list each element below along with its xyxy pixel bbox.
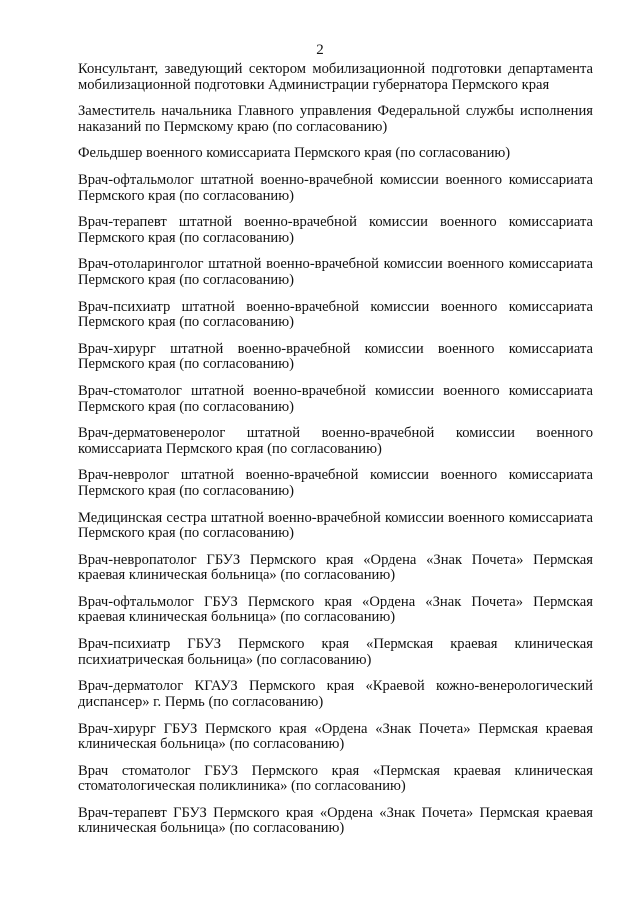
list-item: Врач-стоматолог штатной военно-врачебной комиссии военного комиссариата Пермского края (по согласованию) bbox=[78, 383, 593, 415]
list-item: Врач-терапевт ГБУЗ Пермского края «Ордена «Знак Почета» Пермская краевая клиническая больница» (по согласованию) bbox=[78, 804, 593, 837]
page-number: 2 bbox=[316, 42, 324, 58]
list-item: Врач-терапевт штатной военно-врачебной комиссии военного комиссариата Пермского края (по согласованию) bbox=[78, 214, 593, 246]
list-item: Врач-дерматовенеролог штатной военно-врачебной комиссии военного комиссариата Пермского края (по согласованию) bbox=[78, 425, 593, 457]
member-list bbox=[78, 62, 593, 848]
list-item: Заместитель начальника Главного управления Федеральной службы исполнения наказаний по Пермскому краю (по согласованию) bbox=[78, 103, 593, 135]
list-item: Врач-психиатр штатной военно-врачебной комиссии военного комиссариата Пермского края (по согласованию) bbox=[78, 298, 593, 331]
list-item: Врач-хирург ГБУЗ Пермского края «Ордена «Знак Почета» Пермская краевая клиническая больница» (по согласованию) bbox=[78, 720, 593, 752]
list-item: Консультант, заведующий сектором мобилизационной подготовки департамента мобилизационной подготовки Администрации губернатора Пермского края bbox=[78, 61, 593, 93]
list-item: Врач-психиатр ГБУЗ Пермского края «Пермская краевая клиническая психиатрическая больница» (по согласованию) bbox=[78, 636, 593, 668]
list-item: Медицинская сестра штатной военно-врачебной комиссии военного комиссариата Пермского края (по согласованию) bbox=[78, 509, 593, 542]
list-item: Фельдшер военного комиссариата Пермского края (по согласованию) bbox=[78, 145, 511, 162]
list-item: Врач-дерматолог КГАУЗ Пермского края «Краевой кожно-венерологический диспансер» г. Пермь (по согласованию) bbox=[78, 678, 593, 710]
list-item: Врач стоматолог ГБУЗ Пермского края «Пермская краевая клиническая стоматологическая поликлиника» (по согласованию) bbox=[78, 762, 593, 795]
list-item: Врач-хирург штатной военно-врачебной комиссии военного комиссариата Пермского края (по согласованию) bbox=[78, 340, 593, 373]
list-item: Врач-невропатолог ГБУЗ Пермского края «Ордена «Знак Почета» Пермская краевая клиническая больница» (по согласованию) bbox=[78, 551, 593, 584]
list-item: Врач-отоларинголог штатной военно-врачебной комиссии военного комиссариата Пермского края (по согласованию) bbox=[78, 256, 593, 288]
list-item: Врач-невролог штатной военно-врачебной комиссии военного комиссариата Пермского края (по согласованию) bbox=[78, 467, 593, 499]
list-item: Врач-офтальмолог ГБУЗ Пермского края «Ордена «Знак Почета» Пермская краевая клиническая больница» (по согласованию) bbox=[78, 593, 593, 626]
list-item: Врач-офтальмолог штатной военно-врачебной комиссии военного комиссариата Пермского края (по согласованию) bbox=[78, 172, 593, 204]
